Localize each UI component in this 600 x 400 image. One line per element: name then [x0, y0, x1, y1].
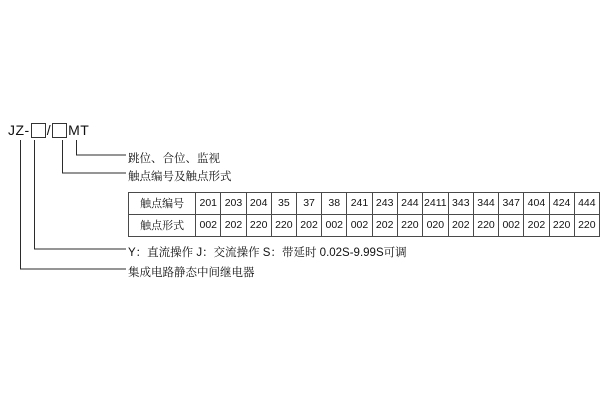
contact-table-wrapper [128, 192, 600, 237]
contact-form-cell: 002 [196, 215, 221, 237]
contact-form-cell: 202 [221, 215, 246, 237]
model-code-separator: / [46, 122, 52, 138]
contact-form-cell: 220 [246, 215, 271, 237]
contact-form-cell: 220 [397, 215, 422, 237]
model-code-prefix: JZ- [8, 122, 30, 138]
contact-form-cell: 020 [422, 215, 448, 237]
contact-number-cell: 201 [196, 193, 221, 215]
contact-form-cell: 220 [473, 215, 498, 237]
contact-number-cell: 424 [549, 193, 574, 215]
row-header-contact-number: 触点编号 [129, 193, 196, 215]
contact-number-cell: 35 [271, 193, 296, 215]
contact-number-cell: 404 [524, 193, 549, 215]
model-code-suffix: MT [68, 122, 90, 138]
contact-number-cell: 203 [221, 193, 246, 215]
contact-number-cell: 243 [372, 193, 397, 215]
contact-number-cell: 344 [473, 193, 498, 215]
table-row [129, 215, 600, 237]
contact-number-cell: 204 [246, 193, 271, 215]
model-code-box-2 [52, 123, 67, 138]
model-code [8, 122, 89, 138]
contact-form-cell: 202 [448, 215, 473, 237]
annotation-product-name: 集成电路静态中间继电器 [128, 267, 255, 279]
contact-number-cell: 38 [322, 193, 347, 215]
annotation-position-monitoring: 跳位、合位、监视 [128, 153, 220, 165]
contact-form-cell: 202 [296, 215, 321, 237]
annotation-operation-type: Y：直流操作 J：交流操作 S：带延时 0.02S-9.99S可调 [128, 247, 407, 259]
row-header-contact-form: 触点形式 [129, 215, 196, 237]
contact-form-cell: 002 [499, 215, 524, 237]
contact-form-cell: 220 [549, 215, 574, 237]
table-row [129, 193, 600, 215]
annotation-contact-number-and-form: 触点编号及触点形式 [128, 171, 232, 183]
contact-form-cell: 220 [271, 215, 296, 237]
contact-number-cell: 444 [574, 193, 599, 215]
contact-number-cell: 343 [448, 193, 473, 215]
contact-form-cell: 002 [322, 215, 347, 237]
contact-number-cell: 347 [499, 193, 524, 215]
contact-number-cell: 2411 [422, 193, 448, 215]
contact-number-cell: 241 [347, 193, 372, 215]
contact-form-cell: 202 [524, 215, 549, 237]
contact-form-cell: 202 [372, 215, 397, 237]
contact-table [128, 192, 600, 237]
contact-number-cell: 37 [296, 193, 321, 215]
contact-form-cell: 002 [347, 215, 372, 237]
contact-number-cell: 244 [397, 193, 422, 215]
contact-form-cell: 220 [574, 215, 599, 237]
model-code-box-1 [31, 123, 46, 138]
